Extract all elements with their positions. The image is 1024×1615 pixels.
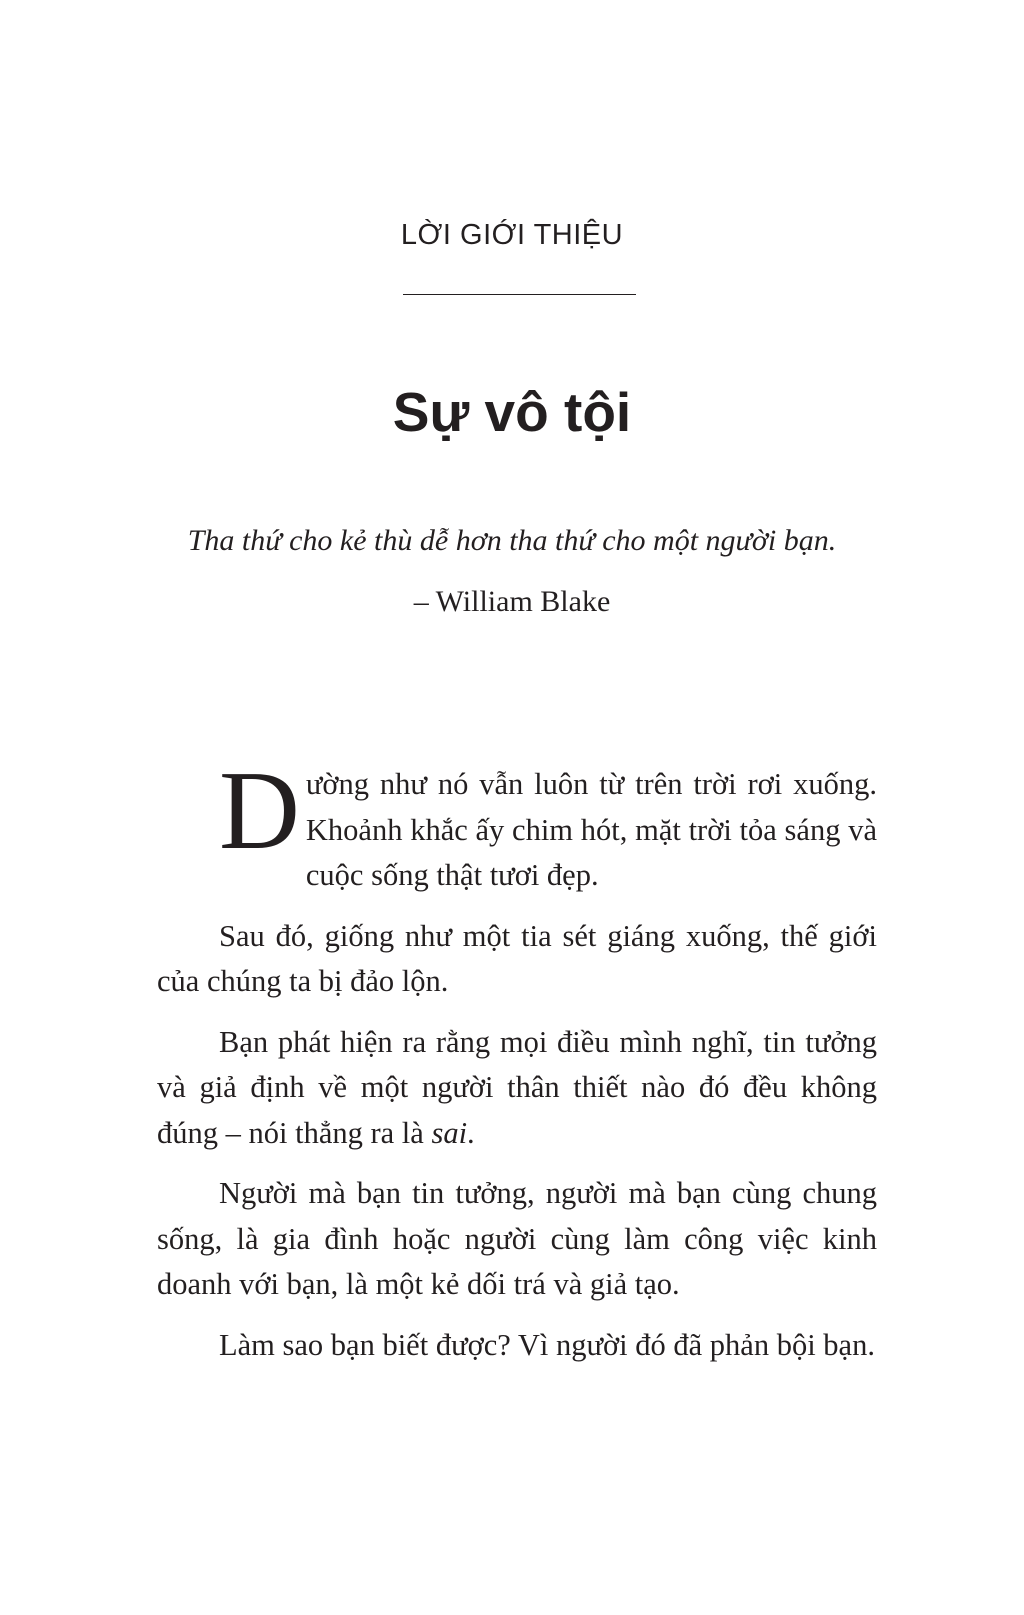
paragraph-3 [157, 1020, 877, 1157]
section-label: LỜI GIỚI THIỆU [400, 219, 624, 251]
section-divider [403, 294, 636, 295]
paragraph-2: Sau đó, giống như một tia sét giáng xuống, thế giới của chúng ta bị đảo lộn. [157, 918, 877, 998]
paragraph-3-emphasis: sai [431, 1115, 468, 1150]
epigraph-attribution: – William Blake [413, 585, 611, 618]
paragraph-5: Làm sao bạn biết được? Vì người đó đã phản bội bạn. [219, 1327, 875, 1362]
paragraph-4: Người mà bạn tin tưởng, người mà bạn cùng chung sống, là gia đình hoặc người cùng làm công việc kinh doanh với bạn, là một kẻ dối trá và giả tạo. [157, 1176, 877, 1301]
chapter-title: Sự vô tội [392, 381, 632, 443]
drop-cap: D [219, 749, 300, 873]
paragraph-1-text: ường như nó vẫn luôn từ trên trời rơi xuống. Khoảnh khắc ấy chim hót, mặt trời tỏa sáng và cuộc sống thật tươi đẹp. [305, 767, 877, 892]
paragraph-1 [157, 749, 877, 899]
epigraph-quote: Tha thứ cho kẻ thù dễ hơn tha thứ cho một người bạn. [187, 524, 837, 557]
body-text [157, 749, 877, 1383]
paragraph-3-text: Bạn phát hiện ra rằng mọi điều mình nghĩ, tin tưởng và giả định về một người thân thiết nào đó đều không đúng – nói thẳng ra là [157, 1024, 877, 1150]
paragraph-3-end: . [467, 1115, 475, 1150]
